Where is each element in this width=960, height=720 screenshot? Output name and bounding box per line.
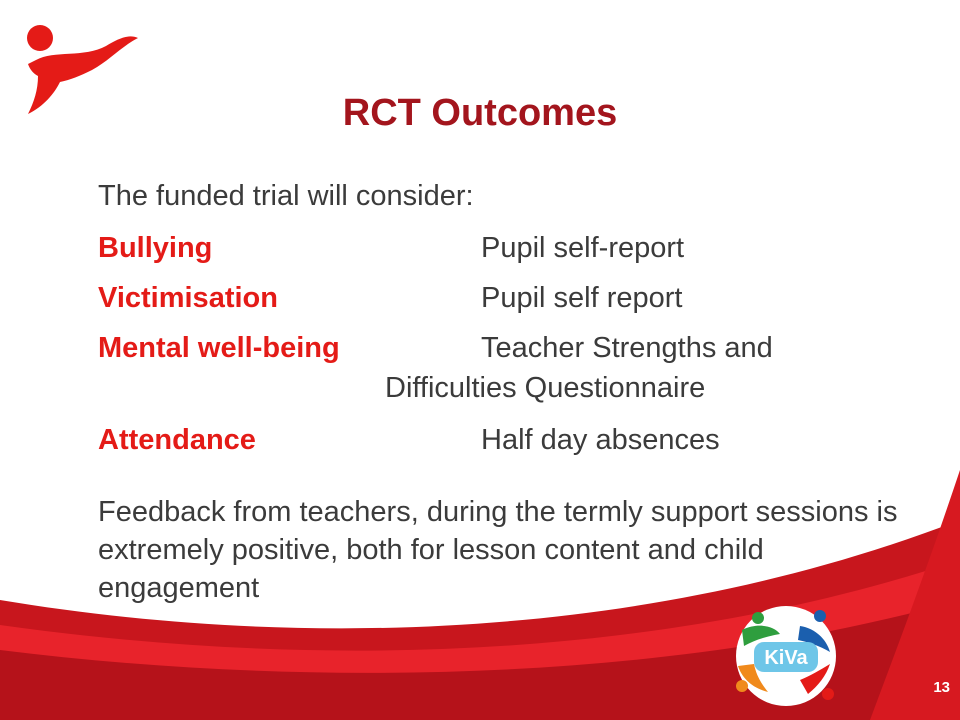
outcome-measure-mental-wellbeing-cont: Difficulties Questionnaire xyxy=(385,372,706,404)
outcome-measure-mental-wellbeing: Teacher Strengths and xyxy=(481,332,773,364)
feedback-paragraph: Feedback from teachers, during the termly support sessions is extremely positive, both for lesson content and child engagement xyxy=(98,496,898,604)
page-number: 13 xyxy=(933,679,950,696)
outcome-measure-attendance: Half day absences xyxy=(481,424,720,456)
intro-text: The funded trial will consider: xyxy=(98,180,474,212)
slide-title: RCT Outcomes xyxy=(342,92,618,134)
kiva-logo-text: KiVa xyxy=(764,647,808,669)
outcome-measure-bullying: Pupil self-report xyxy=(481,232,685,264)
outcome-term-mental-wellbeing: Mental well-being xyxy=(98,332,340,364)
outcome-term-victimisation: Victimisation xyxy=(98,282,278,314)
outcome-term-bullying: Bullying xyxy=(98,232,213,264)
outcome-measure-victimisation: Pupil self report xyxy=(481,282,683,314)
outcome-term-attendance: Attendance xyxy=(98,424,256,456)
kiva-logo xyxy=(728,604,844,708)
